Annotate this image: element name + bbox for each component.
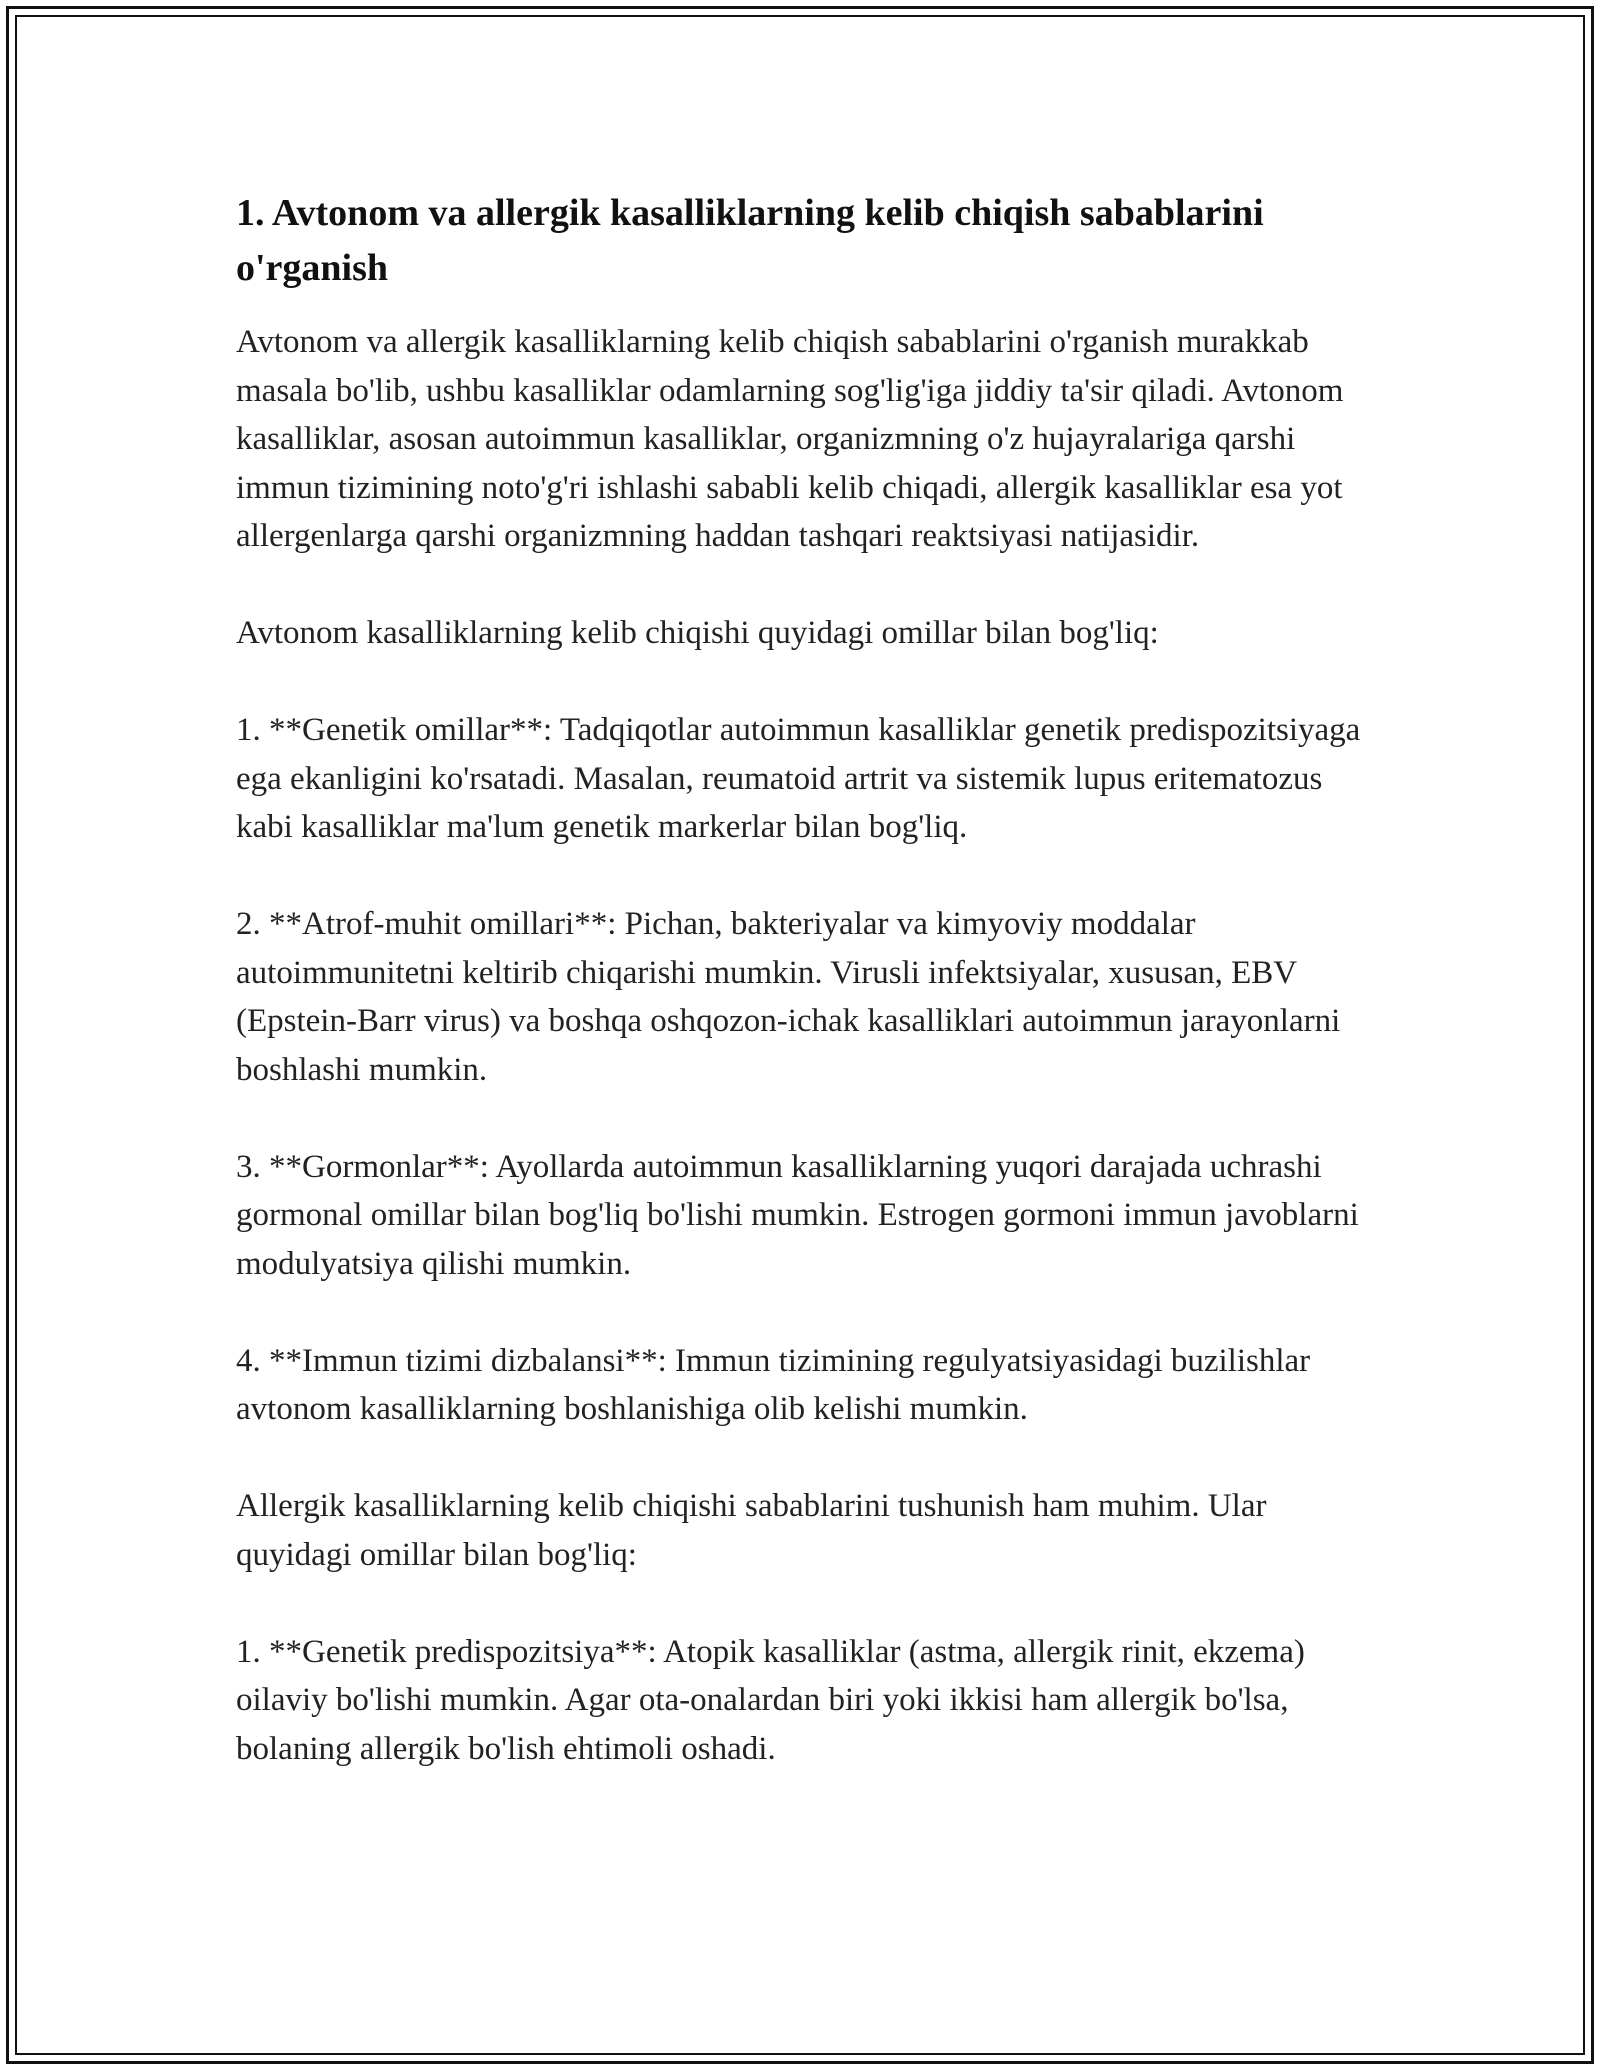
paragraph-intro: Avtonom va allergik kasalliklarning kelib chiqish sabablarini o'rganish murakkab masala bo'lib, ushbu kasalliklar odamlarning sog'lig'iga jiddiy ta'sir qiladi. Avtonom kasalliklar, asosan autoimmun kasalliklar, organizmning o'z hujayralariga qarshi immun tizimining noto'g'ri ishlashi sababli kelib chiqadi, allergik kasalliklar esa yot allergenlarga qarshi organizmning haddan tashqari reaktsiyasi natijasidir.	[236, 324, 1344, 554]
document-title: 1. Avtonom va allergik kasalliklarning kelib chiqish sabablarini o'rganish	[236, 192, 1264, 289]
list-item-hormones: 3. **Gormonlar**: Ayollarda autoimmun kasalliklarning yuqori darajada uchrashi gormonal omillar bilan bog'liq bo'lishi mumkin. Estrogen gormoni immun javoblarni modulyatsiya qilishi mumkin.	[236, 1148, 1359, 1282]
list-item-genetic-predisposition: 1. **Genetik predispozitsiya**: Atopik kasalliklar (astma, allergik rinit, ekzema) oilaviy bo'lishi mumkin. Agar ota-onalardan biri yoki ikkisi ham allergik bo'lsa, bolaning allergik bo'lish ehtimoli oshadi.	[236, 1633, 1305, 1767]
list-item-genetic-factors: 1. **Genetik omillar**: Tadqiqotlar autoimmun kasalliklar genetik predispozitsiyaga ega ekanligini ko'rsatadi. Masalan, reumatoid artrit va sistemik lupus eritematozus kabi kasalliklar ma'lum genetik markerlar bilan bog'liq.	[236, 712, 1361, 845]
paragraph-autonomous-causes-intro: Avtonom kasalliklarning kelib chiqishi quyidagi omillar bilan bog'liq:	[236, 615, 1159, 651]
paragraph-allergic-causes-intro: Allergik kasalliklarning kelib chiqishi sabablarini tushunish ham muhim. Ular quyidagi omillar bilan bog'liq:	[236, 1488, 1267, 1573]
document-body	[236, 186, 1366, 1773]
list-item-immune-imbalance: 4. **Immun tizimi dizbalansi**: Immun tizimining regulyatsiyasidagi buzilishlar avtonom kasalliklarning boshlanishiga olib kelishi mumkin.	[236, 1342, 1311, 1427]
list-item-environmental-factors: 2. **Atrof-muhit omillari**: Pichan, bakteriyalar va kimyoviy moddalar autoimmunitetni keltirib chiqarishi mumkin. Virusli infektsiyalar, xususan, EBV (Epstein-Barr virus) va boshqa oshqozon-ichak kasalliklari autoimmun jarayonlarni boshlashi mumkin.	[236, 906, 1341, 1088]
